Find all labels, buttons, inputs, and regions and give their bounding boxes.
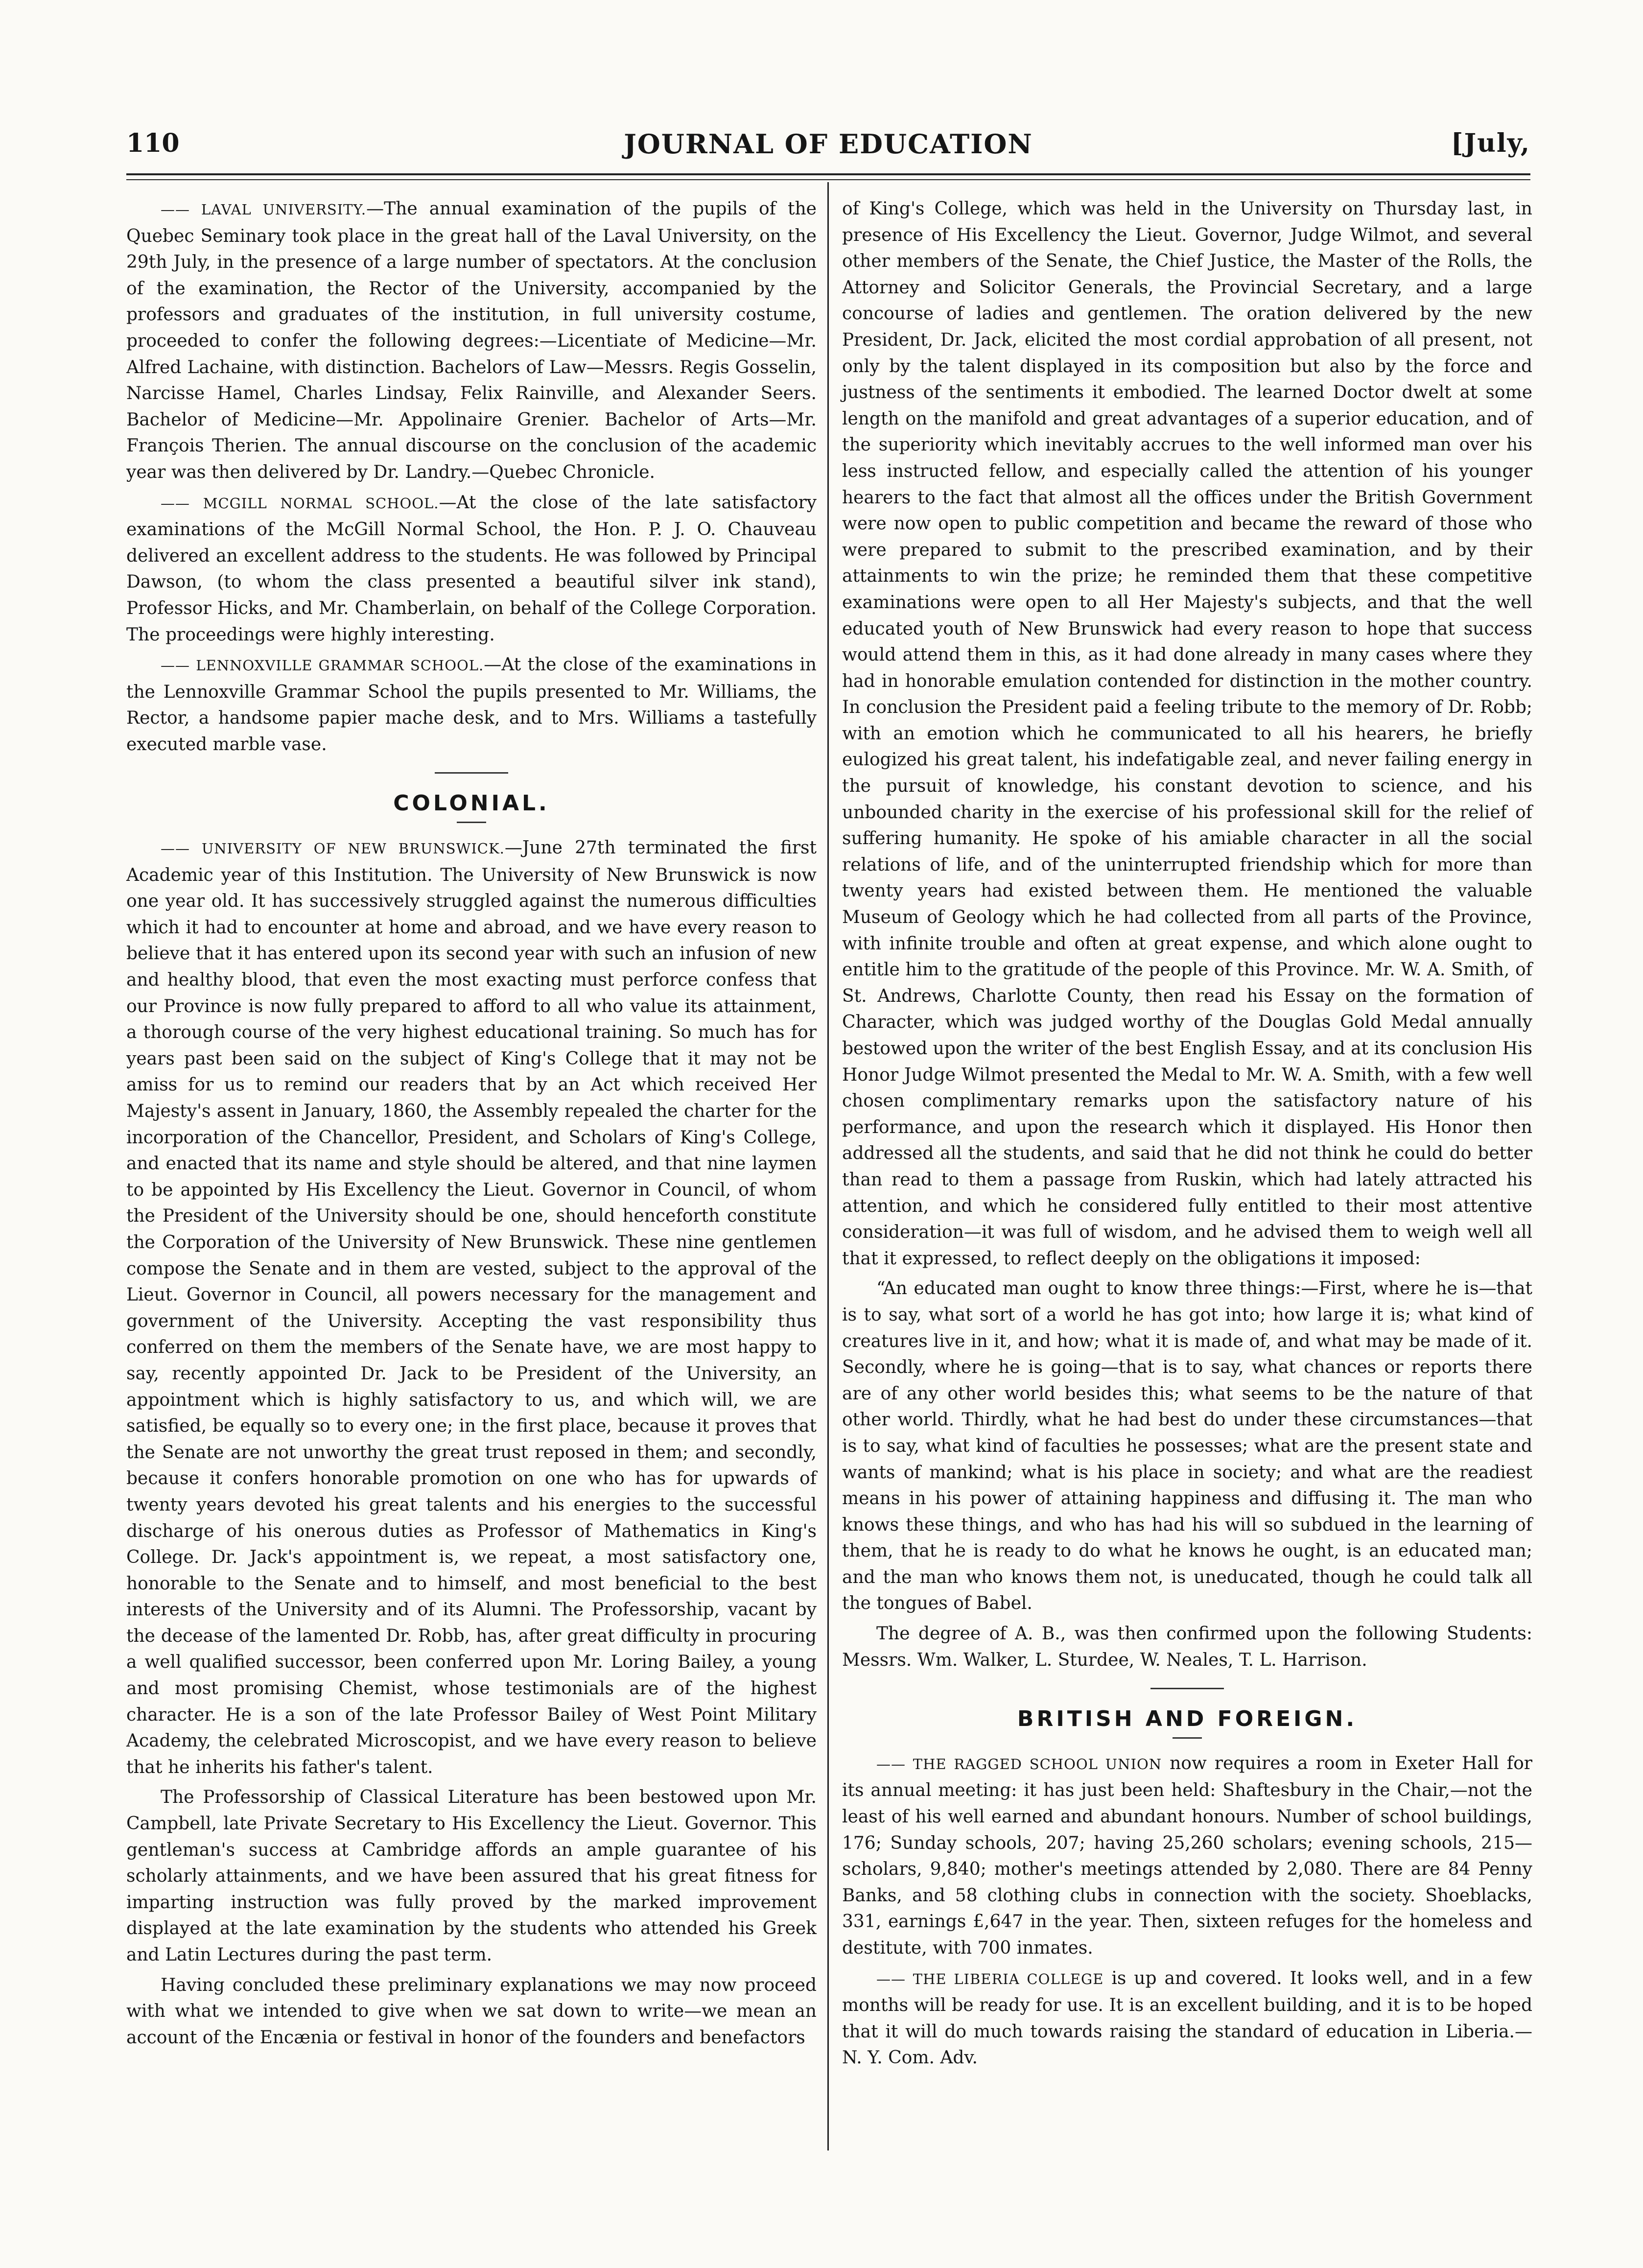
header-rule-thin: [126, 179, 1530, 180]
heading-rule: [1173, 1737, 1202, 1739]
article-body: —June 27th terminated the first Academic year of this Institution. The University of New Brunswick is now one year old. It has successively struggled against the numerous difficulties which it had to encounter at home and abroad, and we have every reason to believe that it has entered upon its second year with such an infusion of new and healthy blood, that even the most exacting must perforce confess that our Province is now fully prepared to afford to all who value its attainment, a thorough course of the very highest educational training. So much has for years past been said on the subject of King's College that it may not be amiss for us to remind our readers that by an Act which received Her Majesty's assent in January, 1860, the Assembly repealed the charter for the incorporation of the Chancellor, President, and Scholars of King's College, and enacted that its name and style should be altered, and that nine laymen to be appointed by His Excellency the Lieut. Governor in Council, of whom the President of the University should be one, should henceforth constitute the Corporation of the University of New Brunswick. These nine gentlemen compose the Senate and in them are vested, subject to the approval of the Lieut. Governor in Council, all powers necessary for the management and government of the University. Accepting the vast responsibility thus conferred on them the members of the Senate have, we are most happy to say, recently appointed Dr. Jack to be President of the University, an appointment which is highly satisfactory to us, and which will, we are satisfied, be equally so to every one; in the first place, because it proves that the Senate are not unworthy the great trust reposed in them; and secondly, because it confers honorable promotion on one who has for upwards of twenty years devoted his great talents and his energies to the successful discharge of his onerous duties as Professor of Mathematics in King's College. Dr. Jack's appointment is, we repeat, a most satisfactory one, honorable to the Senate and to himself, and most beneficial to the best interests of the University and of its Alumni. The Professorship, vacant by the decease of the lamented Dr. Robb, has, after great difficulty in procuring a well qualified successor, been conferred upon Mr. Loring Bailey, a young and most promising Chemist, whose testimonials are of the highest character. He is a son of the late Professor Bailey of West Point Military Academy, the celebrated Microscopist, and we have every reason to believe that he inherits his father's talent.: [126, 838, 817, 1777]
article-body: —The annual examination of the pupils of the Quebec Seminary took place in the great hall of the Laval University, on the 29th July, in the presence of a large number of spectators. At the conclusion of the examination, the Rector of the University, accompanied by the professors and graduates of the institution, in full university costume, proceeded to confer the following degrees:—Licentiate of Medicine—Mr. Alfred Lachaine, with distinction. Bachelors of Law—Messrs. Regis Gosselin, Narcisse Hamel, Charles Lindsay, Felix Rainville, and Alexander Seers. Bachelor of Medicine—Mr. Appolinaire Grenier. Bachelor of Arts—Mr. François Therien. The annual discourse on the conclusion of the academic year was then delivered by Dr. Landry.—Quebec Chronicle.: [126, 199, 817, 482]
article-body: is up and covered. It looks well, and in a few months will be ready for use. It is an excellent building, and it is to be hoped that it will do much towards raising the standard of education in Liberia.—N. Y. Com. Adv.: [842, 1968, 1533, 2068]
ruskin-quote: “An educated man ought to know three things:—First, where he is—that is to say, what sort of a world he has got into; how large it is; what kind of creatures live in it, and how; what it is made of, and what may be made of it. Secondly, where he is going—that is to say, what chances or reports there are of any other world besides this; what seems to be the nature of that other world. Thirdly, what he had best do under these circumstances—that is to say, what kind of faculties he possesses; what are the present state and wants of mankind; what is his place in society; and what are the readiest means in his power of attaining happiness and diffusing it. The man who knows these things, and who has had his will so subdued in the learning of them, that he is ready to do what he knows he ought, is an educated man; and the man who knows them not, is uneducated, though he could talk all the tongues of Babel.: [842, 1278, 1532, 1614]
paragraph: The Professorship of Classical Literature has been bestowed upon Mr. Campbell, late Private Secretary to His Excellency the Lieut. Governor. This gentleman's success at Cambridge affords an ample guarantee of his scholarly attainments, and we have been assured that his great fitness for imparting instruction was fully proved by the marked improvement displayed at the late examination by the students who attended his Greek and Latin Lectures during the past term.: [126, 1787, 817, 1965]
article-body: —At the close of the examinations in the Lennoxville Grammar School the pupils presented to Mr. Williams, the Rector, a handsome papier mache desk, and to Mrs. Williams a tastefully executed marble vase.: [126, 655, 817, 755]
article-lead: —— THE LIBERIA COLLEGE: [876, 1970, 1104, 1987]
article-lead: —— MCGILL NORMAL SCHOOL.: [161, 495, 439, 512]
article-unb: [126, 835, 817, 1780]
left-column: [126, 196, 817, 2055]
paragraph: The degree of A. B., was then confirmed upon the following Students: Messrs. Wm. Walker, L. Sturdee, W. Neales, T. L. Harrison.: [842, 1624, 1532, 1670]
section-divider: [435, 772, 508, 774]
journal-title: JOURNAL OF EDUCATION: [624, 128, 1033, 160]
section-heading-british: BRITISH AND FOREIGN.: [1017, 1706, 1358, 1732]
issue-month: [July,: [1451, 128, 1530, 158]
heading-rule: [457, 822, 486, 823]
page-header: [126, 125, 1530, 165]
article-lead: —— LENNOXVILLE GRAMMAR SCHOOL.: [161, 657, 484, 674]
article-lead: —— UNIVERSITY OF NEW BRUNSWICK.: [161, 840, 505, 857]
column-separator: [827, 182, 829, 2150]
article-body: —At the close of the late satisfactory examinations of the McGill Normal School, the Hon. P. J. O. Chauveau delivered an excellent address to the students. He was followed by Principal Dawson, (to whom the class presented a beautiful silver ink stand), Professor Hicks, and Mr. Chamberlain, on behalf of the College Corporation. The proceedings were highly interesting.: [126, 492, 817, 645]
article-liberia: [842, 1965, 1532, 2071]
article-ragged-school: [842, 1750, 1532, 1961]
paragraph: Having concluded these preliminary explanations we may now proceed with what we intended to give when we sat down to write—we mean an account of the Encænia or festival in honor of the founders and benefactors: [126, 1975, 817, 2048]
section-heading-colonial: COLONIAL.: [393, 791, 550, 816]
article-lead: —— LAVAL UNIVERSITY.: [161, 201, 367, 218]
article-mcgill: [126, 490, 817, 648]
section-divider: [1150, 1688, 1224, 1689]
article-lead: —— THE RAGGED SCHOOL UNION: [876, 1755, 1162, 1772]
right-column: [842, 196, 1532, 2075]
header-rule: [126, 173, 1530, 175]
page-number: 110: [126, 128, 180, 158]
article-lennoxville: [126, 652, 817, 757]
article-laval: [126, 196, 817, 486]
paragraph: of King's College, which was held in the University on Thursday last, in presence of His Excellency the Lieut. Governor, Judge Wilmot, and several other members of the Senate, the Chief Justice, the Master of the Rolls, the Attorney and Solicitor Generals, the Provincial Secretary, and a large concourse of ladies and gentlemen. The oration delivered by the new President, Dr. Jack, elicited the most cordial approbation of all present, not only by the talent displayed in its composition but also by the force and justness of the sentiments it embodied. The learned Doctor dwelt at some length on the manifold and great advantages of a superior education, and of the superiority which inevitably accrues to the well informed man over his less instructed fellow, and especially called the attention of his younger hearers to the fact that almost all the offices under the British Government were now open to public competition and became the reward of those who were prepared to submit to the prescribed examination, and by their attainments to win the prize; he reminded them that these competitive examinations were open to all Her Majesty's subjects, and that the well educated youth of New Brunswick had every reason to hope that success would attend them in this, as it had done already in many cases where they had in honorable emulation contended for distinction in the mother country. In conclusion the President paid a feeling tribute to the memory of Dr. Robb; with an emotion which he communicated to all his hearers, he briefly eulogized his great talent, his indefatigable zeal, and never failing energy in the pursuit of knowledge, his constant devotion to science, and his unbounded charity in the exercise of his professional skill for the relief of suffering humanity. He spoke of his amiable character in all the social relations of life, and of the uninterrupted friendship which for more than twenty years had existed between them. He mentioned the valuable Museum of Geology which he had collected from all parts of the Province, with infinite trouble and often at great expense, and which alone ought to entitle him to the gratitude of the people of this Province. Mr. W. A. Smith, of St. Andrews, Charlotte County, then read his Essay on the formation of Character, which was judged worthy of the Douglas Gold Medal annually bestowed upon the writer of the best English Essay, and at its conclusion His Honor Judge Wilmot presented the Medal to Mr. W. A. Smith, with a few well chosen complimentary remarks upon the satisfactory nature of his performance, and upon the research which it displayed. His Honor then addressed all the students, and said that he did not think he could do better than read to them a passage from Ruskin, which had lately attracted his attention, and which he considered fully entitled to their most attentive consideration—it was full of wisdom, and he advised them to weigh well all that it expressed, to reflect deeply on the obligations it imposed:: [842, 199, 1532, 1269]
article-body: now requires a room in Exeter Hall for its annual meeting: it has just been held: Shaftesbury in the Chair,—not the least of his well earned and abundant honours. Number of school buildings, 176; Sunday schools, 207; having 25,260 scholars; evening schools, 215—scholars, 9,840; mother's meetings attended by 2,080. There are 84 Penny Banks, and 58 clothing clubs in connection with the society. Shoeblacks, 331, earnings £,647 in the year. Then, sixteen refuges for the homeless and destitute, with 700 inmates.: [842, 1753, 1532, 1958]
